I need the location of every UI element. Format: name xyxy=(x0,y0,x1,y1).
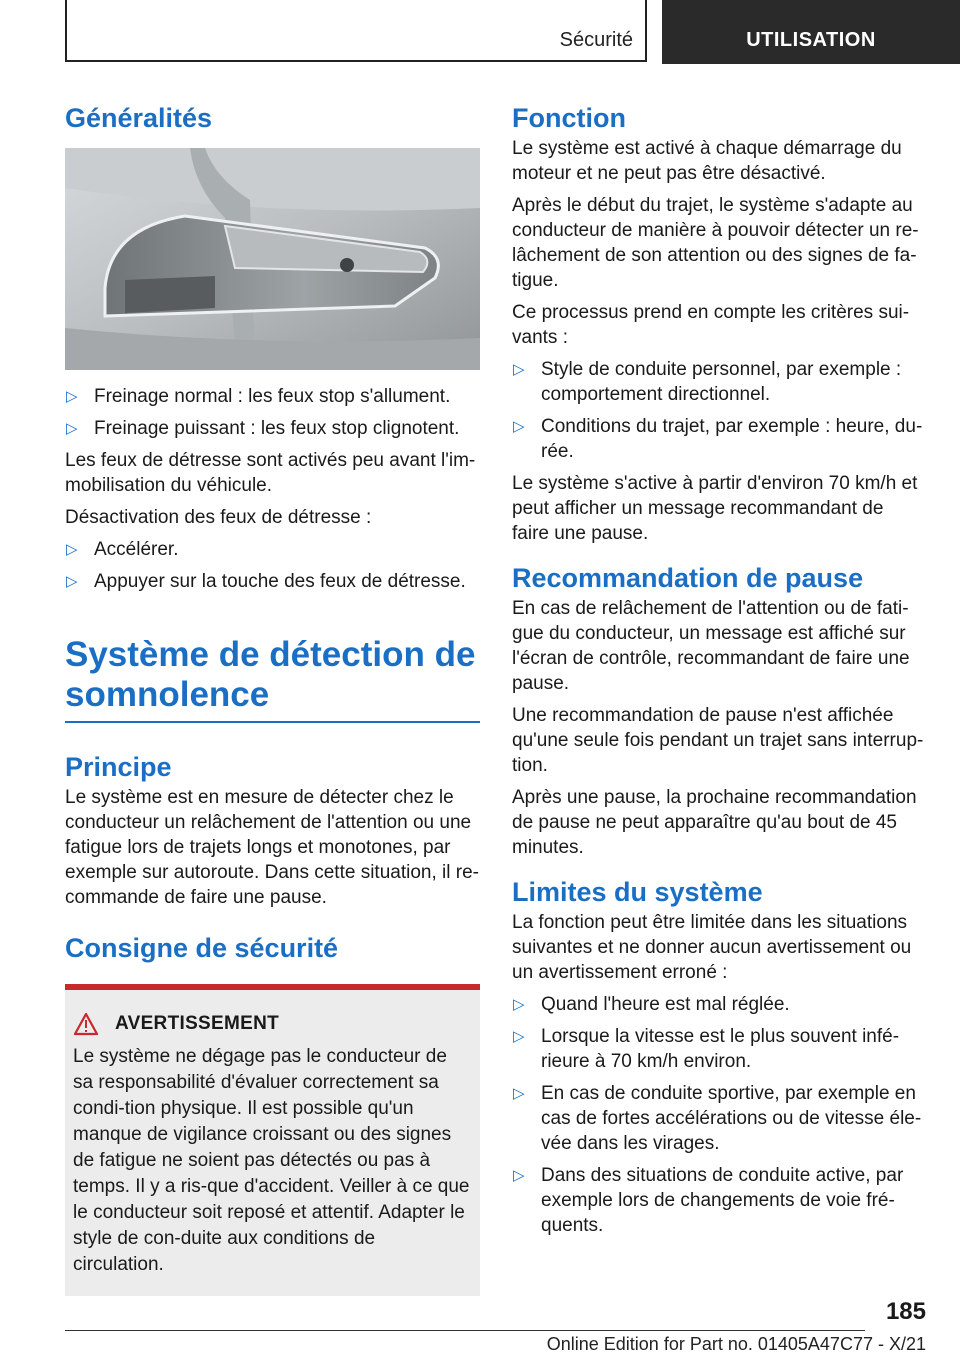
bullet-triangle-icon: ▷ xyxy=(66,573,78,590)
paragraph: Les feux de détresse sont activés peu avant l'im-mobilisation du véhicule. xyxy=(65,450,476,496)
paragraph: La fonction peut être limitée dans les situations suivantes et ne donner aucun avertissement ou un avertissement erroné : xyxy=(512,912,912,983)
warning-label: AVERTISSEMENT xyxy=(115,1013,280,1034)
paragraph: Désactivation des feux de détresse : xyxy=(65,507,372,528)
section-title-recommandation: Recommandation de pause xyxy=(512,563,864,593)
paragraph: Après une pause, la prochaine recommandation de pause ne peut apparaître qu'au bout de 45 minutes. xyxy=(512,787,917,858)
warning-box xyxy=(65,984,480,1296)
paragraph: En cas de relâchement de l'attention ou de fati-gue du conducteur, un message est affiché sur l'écran de contrôle, recommandant de faire une pause. xyxy=(512,598,910,694)
list-item: ▷ Style de conduite personnel, par exemple : comportement directionnel. xyxy=(513,359,902,405)
section-title-limites: Limites du système xyxy=(512,877,763,907)
paragraph: Le système s'active à partir d'environ 70 km/h et peut afficher un message recommandant de faire une pause. xyxy=(512,473,918,544)
bullet-triangle-icon: ▷ xyxy=(66,420,78,437)
paragraph: Le système est activé à chaque démarrage du moteur et ne peut pas être désactivé. xyxy=(512,138,902,184)
paragraph: Ce processus prend en compte les critères sui-vants : xyxy=(512,302,910,348)
list-item: ▷ Freinage normal : les feux stop s'allument. xyxy=(66,386,451,407)
list-item: ▷ Appuyer sur la touche des feux de détresse. xyxy=(66,571,466,592)
chapter-title: Système de détection de somnolence xyxy=(65,635,480,723)
car-tail-light-image xyxy=(65,148,480,370)
braking-list xyxy=(65,384,480,441)
bullet-triangle-icon: ▷ xyxy=(66,541,78,558)
page-number: 185 xyxy=(885,1298,926,1325)
bullet-triangle-icon: ▷ xyxy=(513,1167,525,1184)
left-column xyxy=(65,100,480,1296)
header-section-tab xyxy=(65,0,647,62)
section-title-principe: Principe xyxy=(65,752,172,782)
list-item: ▷ Freinage puissant : les feux stop clignotent. xyxy=(66,418,460,439)
paragraph: Une recommandation de pause n'est affichée qu'une seule fois pendant un trajet sans interrup-tion. xyxy=(512,705,924,776)
bullet-triangle-icon: ▷ xyxy=(513,1028,525,1045)
section-title-consigne: Consigne de sécurité xyxy=(65,933,339,963)
warning-triangle-icon xyxy=(73,1012,99,1036)
tail-light-illustration xyxy=(65,148,480,370)
footer-edition: Online Edition for Part no. 01405A47C77 - X/21 xyxy=(546,1334,926,1354)
section-title-generalites: Généralités xyxy=(65,103,213,133)
list-item: ▷ Dans des situations de conduite active, par exemple lors de changements de voie fré-quents. xyxy=(513,1165,904,1236)
paragraph: Le système est en mesure de détecter chez le conducteur un relâchement de l'attention ou une fatigue lors de trajets longs et monotones, par exemple sur autoroute. Dans cette situation, il re-commande de faire une pause. xyxy=(65,787,479,908)
section-title-fonction: Fonction xyxy=(512,103,626,133)
deactivation-list xyxy=(65,537,480,594)
warning-text: Le système ne dégage pas le conducteur de sa responsabilité d'évaluer correctement sa condi-tion physique. Il est possible qu'un manque de vigilance croissant ou des signes de fatigue ne soient pas détectés ou pas à temps. Il y a ris-que d'accident. Veiller à ce que le conducteur soit reposé et attentif. Adapter le style de con-duite aux conditions de circulation. xyxy=(73,1046,470,1275)
bullet-triangle-icon: ▷ xyxy=(66,388,78,405)
list-item: ▷ Accélérer. xyxy=(66,539,179,560)
footer-divider xyxy=(65,1330,865,1331)
limits-list xyxy=(512,992,924,1238)
header-chapter-tab xyxy=(662,0,960,64)
bullet-triangle-icon: ▷ xyxy=(513,1085,525,1102)
bullet-triangle-icon: ▷ xyxy=(513,418,525,435)
header-chapter-label: UTILISATION xyxy=(746,29,876,51)
list-item: ▷ Quand l'heure est mal réglée. xyxy=(513,994,790,1015)
list-item: ▷ En cas de conduite sportive, par exemple en cas de fortes accélérations ou de vitesse éle-vée dans les virages. xyxy=(513,1083,922,1154)
paragraph: Après le début du trajet, le système s'adapte au conducteur de manière à pouvoir détecter un re-lâchement de son attention ou des signes de fa-tigue. xyxy=(512,195,919,291)
page-header xyxy=(65,0,960,64)
bullet-triangle-icon: ▷ xyxy=(513,361,525,378)
header-section-label: Sécurité xyxy=(559,29,633,51)
bullet-triangle-icon: ▷ xyxy=(513,996,525,1013)
right-column xyxy=(512,100,924,1245)
list-item: ▷ Lorsque la vitesse est le plus souvent infé-rieure à 70 km/h environ. xyxy=(513,1026,900,1072)
criteria-list xyxy=(512,357,924,464)
list-item: ▷ Conditions du trajet, par exemple : heure, du-rée. xyxy=(513,416,923,462)
